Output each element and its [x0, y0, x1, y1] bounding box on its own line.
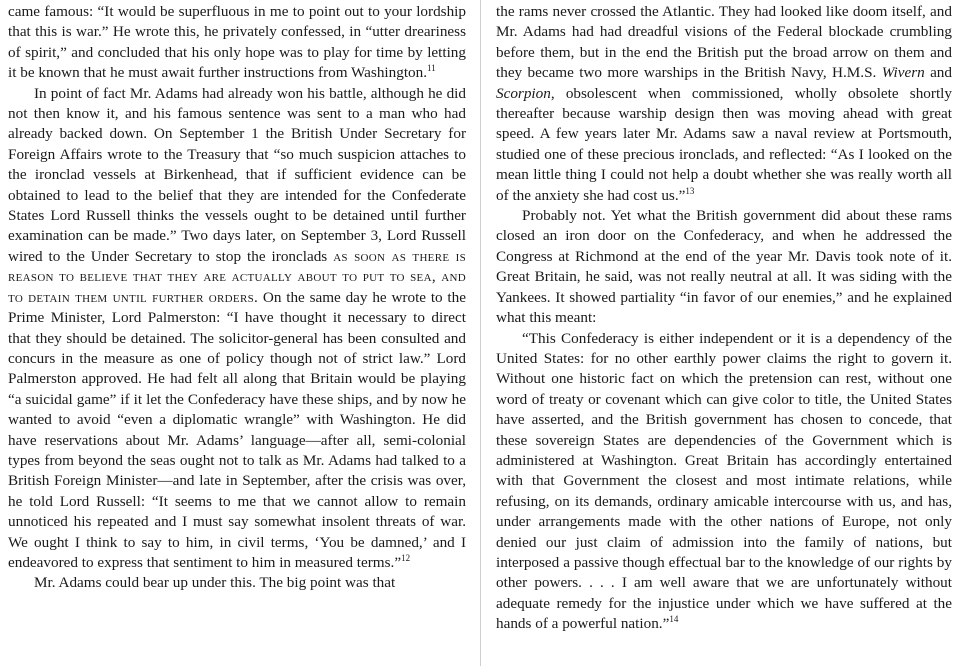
- paragraph-text: Mr. Adams could bear up under this. The big point was that: [34, 574, 396, 592]
- page-gutter: [480, 0, 481, 666]
- footnote-marker-12[interactable]: 12: [401, 552, 411, 563]
- ship-name: Wivern: [881, 64, 925, 82]
- quote-text: “This Confederacy is either independent or it is a dependency of the United States: for no other earthly power claims the right to govern it. Without one historic fact on which the pretension can rest, without one word of treaty or covenant which can give color to title, the United States have asserted, and the British government has chosen to concede, that these sovereign States are dependencies of the Government which is administered at Washington. Great Britain has accordingly entertained with that Government the closest and most intimate relations, while refusing, on its demands, ordinary amicable intercourse with us, and has, under arrangements made with the other nations of Europe, not only denied our just claim of admission into the family of nations, but interposed a passive though effectual bar to the knowledge of our rights by other powers. . . . I am well aware that we are unfortunately without adequate remedy for the injustice under which we have suffered at the hands of a powerful nation.”: [496, 329, 952, 633]
- paragraph-3: [8, 573, 466, 593]
- footnote-marker-14[interactable]: 14: [669, 614, 679, 625]
- paragraph-text: the rams never crossed the Atlantic. They had looked like doom itself, and Mr. Adams had had dreadful visions of the Federal blockade crumbling before them, but in the end the British put the broad arrow on them and they became two more warships in the British Navy, H.M.S.: [496, 3, 952, 82]
- footnote-marker-11[interactable]: 11: [427, 63, 436, 74]
- paragraph-text: In point of fact Mr. Adams had already won his battle, although he did not then know it, and his famous sentence was sent to a man who had already backed down. On September 1 the British Under Secretary for Foreign Affairs wrote to the Treasury that “so much suspicion attaches to the ironclad vessels at Birkenhead, that if sufficient evidence can be obtained to lead to the belief that they are intended for the Confederate States Lord Russell thinks the vessels ought to be detained until further examination can be made.” Two days later, on September 3, Lord Russell wired to the Under Secretary to stop the ironclads: [8, 84, 466, 265]
- right-page: [486, 0, 960, 666]
- paragraph-text: and: [924, 64, 952, 82]
- ship-name: Scorpion: [496, 84, 551, 102]
- paragraph-text: came famous: “It would be superfluous in me to point out to your lordship that this is war.” He wrote this, he privately confessed, in “utter dreariness of spirit,” and concluded that his only hope was to play for time by letting it be known that he must await further instructions from Washington.: [8, 3, 466, 82]
- paragraph-2: [8, 84, 466, 574]
- left-page: [0, 0, 474, 666]
- paragraph-text: On the same day he wrote to the Prime Minister, Lord Palmerston: “I have thought it necessary to direct that they should be detained. The solicitor-general has been consulted and concurs in the measure as one of policy though not of strict law.” Lord Palmerston approved. He had felt all along that Britain would be playing “a suicidal game” if it let the Confederacy have these ships, and by now he wanted to avoid “even a diplomatic wrangle” with Washington. He did have reservations about Mr. Adams’ language—after all, semi-colonial types from beyond the seas ought not to talk as Mr. Adams had talked to a British Foreign Minister—and late in September, after the crisis was over, he told Lord Russell: “It seems to me that we cannot allow to remain unnoticed his repeated and I must say somewhat insolent threats of war. We ought I think to say to him, in civil terms, ‘You be damned,’ and I endeavored to express that sentiment to him in measured terms.”: [8, 288, 466, 571]
- paragraph-text: Probably not. Yet what the British government did about these rams closed an iron door on the Confederacy, and when he addressed the Congress at Richmond at the end of the year Mr. Davis took note of it. Great Britain, he said, was not really neutral at all. It was siding with the Yankees. It showed partiality “in favor of our enemies,” and he explained what this meant:: [496, 207, 952, 327]
- telegram-text: as soon as there is reason to believe that they are actually about to put to sea, and to detain them until further orders.: [8, 247, 466, 306]
- paragraph-1: [8, 2, 466, 84]
- paragraph-text: , obsolescent when commissioned, wholly obsolete shortly thereafter because warship design then was moving ahead with great speed. A few years later Mr. Adams saw a naval review at Portsmouth, studied one of these precious ironclads, and reflected: “As I looked on the mean little thing I could not help a doubt whether she was really worth all of the anxiety she had cost us.”: [496, 84, 952, 204]
- block-quote: [496, 329, 952, 635]
- paragraph-1: [496, 2, 952, 206]
- paragraph-2: [496, 206, 952, 328]
- footnote-marker-13[interactable]: 13: [685, 185, 695, 196]
